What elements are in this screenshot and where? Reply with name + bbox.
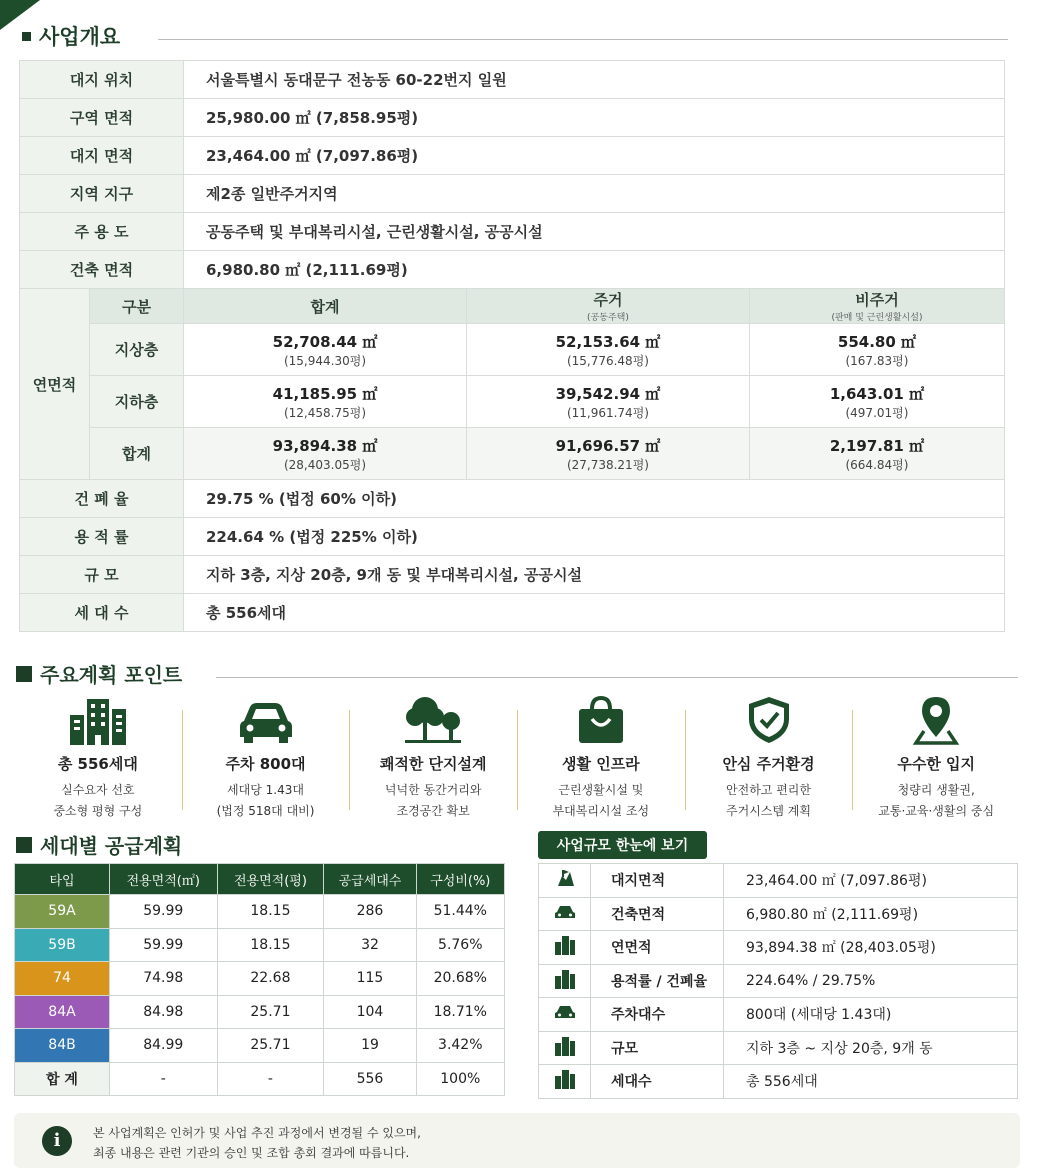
table-row bbox=[539, 998, 1018, 1032]
table-row bbox=[539, 864, 1018, 898]
glance-value: 800대 (세대당 1.43대) bbox=[724, 998, 1018, 1032]
point-desc bbox=[852, 780, 1020, 822]
cell: 18.15 bbox=[217, 895, 324, 929]
cell: 84.99 bbox=[110, 1029, 218, 1063]
cell: 18.15 bbox=[217, 928, 324, 962]
gfa-m2: 52,153.64 ㎡ bbox=[555, 332, 661, 351]
gfa-m2: 554.80 ㎡ bbox=[837, 332, 917, 351]
table-row bbox=[539, 1065, 1018, 1099]
glance-icon-cell bbox=[539, 1065, 591, 1099]
supply-title: 세대별 공급계획 bbox=[40, 834, 183, 858]
point-desc bbox=[349, 780, 517, 822]
shield-check-icon bbox=[739, 695, 799, 745]
row-value: 공동주택 및 부대복리시설, 근린생활시설, 공공시설 bbox=[184, 213, 1005, 251]
column-header: 전용면적(㎡) bbox=[110, 864, 218, 895]
glance-icon-cell bbox=[539, 964, 591, 998]
glance-badge: 사업규모 한눈에 보기 bbox=[538, 831, 707, 859]
column-header: 전용면적(평) bbox=[217, 864, 324, 895]
cell: 25.71 bbox=[217, 995, 324, 1029]
overview-table bbox=[19, 60, 1005, 632]
row-value: 제2종 일반주거지역 bbox=[184, 175, 1005, 213]
cell: 25.71 bbox=[217, 1029, 324, 1063]
glance-label: 세대수 bbox=[591, 1065, 724, 1099]
gfa-pyeong: (12,458.75평) bbox=[283, 405, 366, 420]
glance-label: 연면적 bbox=[591, 931, 724, 965]
gfa-row bbox=[20, 324, 1005, 376]
column-header: 구성비(%) bbox=[416, 864, 504, 895]
cell: 51.44% bbox=[416, 895, 504, 929]
gfa-header-main: 비주거 bbox=[855, 291, 899, 309]
cell: 59.99 bbox=[110, 928, 218, 962]
table-row bbox=[539, 931, 1018, 965]
gfa-header-main: 주거 bbox=[593, 291, 623, 309]
overview-heading bbox=[22, 21, 120, 51]
point-item bbox=[685, 695, 853, 822]
table-row bbox=[20, 175, 1005, 213]
building-icon bbox=[554, 969, 576, 989]
point-item bbox=[14, 695, 182, 822]
shopping-bag-icon bbox=[571, 695, 631, 745]
glance-value: 224.64% / 29.75% bbox=[724, 964, 1018, 998]
gfa-m2: 39,542.94 ㎡ bbox=[555, 384, 661, 403]
glance-table bbox=[538, 863, 1018, 1099]
row-value: 224.64 % (법정 225% 이하) bbox=[184, 518, 1005, 556]
building-icon bbox=[68, 695, 128, 745]
cell: 104 bbox=[324, 995, 416, 1029]
table-row bbox=[15, 995, 505, 1029]
point-item bbox=[182, 695, 350, 822]
plan-points bbox=[14, 695, 1020, 822]
point-desc-line: 넉넉한 동간거리와 bbox=[384, 783, 482, 797]
car-icon bbox=[236, 695, 296, 745]
column-header: 공급세대수 bbox=[324, 864, 416, 895]
glance-value: 23,464.00 ㎡ (7,097.86평) bbox=[724, 864, 1018, 898]
car-icon bbox=[554, 903, 576, 921]
car-icon bbox=[554, 1003, 576, 1021]
gfa-header bbox=[90, 289, 184, 324]
row-label: 대지 면적 bbox=[20, 137, 184, 175]
gfa-header bbox=[466, 289, 749, 324]
cell: 19 bbox=[324, 1029, 416, 1063]
glance-icon-cell bbox=[539, 897, 591, 931]
cell: 115 bbox=[324, 962, 416, 996]
table-row bbox=[20, 251, 1005, 289]
building-icon bbox=[554, 1069, 576, 1089]
point-item bbox=[517, 695, 685, 822]
point-title: 안심 주거환경 bbox=[722, 755, 815, 773]
tree-icon bbox=[401, 695, 465, 745]
table-row bbox=[20, 61, 1005, 99]
building-icon bbox=[554, 935, 576, 955]
supply-table bbox=[14, 863, 505, 1096]
point-title: 생활 인프라 bbox=[562, 755, 640, 773]
type-cell: 84A bbox=[15, 995, 110, 1029]
type-cell: 84B bbox=[15, 1029, 110, 1063]
notice-box bbox=[14, 1113, 1020, 1168]
cell: 286 bbox=[324, 895, 416, 929]
gfa-m2: 93,894.38 ㎡ bbox=[272, 436, 378, 455]
gfa-row-label: 합계 bbox=[90, 428, 184, 480]
row-value: 총 556세대 bbox=[184, 594, 1005, 632]
table-row bbox=[15, 962, 505, 996]
table-row bbox=[539, 964, 1018, 998]
table-row bbox=[20, 594, 1005, 632]
glance-value: 93,894.38 ㎡ (28,403.05평) bbox=[724, 931, 1018, 965]
cell: 59.99 bbox=[110, 895, 218, 929]
row-label: 세 대 수 bbox=[20, 594, 184, 632]
gfa-header-sub: (판매 및 근린생활시설) bbox=[831, 313, 923, 323]
row-value: 29.75 % (법정 60% 이하) bbox=[184, 480, 1005, 518]
row-label: 건축 면적 bbox=[20, 251, 184, 289]
point-desc-line: 실수요자 선호 bbox=[61, 783, 135, 797]
row-label: 건 폐 율 bbox=[20, 480, 184, 518]
heading-square-icon bbox=[16, 837, 32, 853]
type-cell: 59B bbox=[15, 928, 110, 962]
point-desc-line: 청량리 생활권, bbox=[897, 783, 975, 797]
point-desc-line: 부대복리시설 조성 bbox=[552, 804, 650, 818]
row-label: 주 용 도 bbox=[20, 213, 184, 251]
glance-icon-cell bbox=[539, 931, 591, 965]
gfa-label: 연면적 bbox=[20, 289, 90, 480]
gfa-header-main: 합계 bbox=[310, 297, 340, 316]
cell: 18.71% bbox=[416, 995, 504, 1029]
point-desc-line: 근린생활시설 및 bbox=[558, 783, 644, 797]
type-cell: 74 bbox=[15, 962, 110, 996]
row-label: 지역 지구 bbox=[20, 175, 184, 213]
cell: - bbox=[110, 1062, 218, 1096]
point-desc bbox=[182, 780, 350, 822]
point-item bbox=[349, 695, 517, 822]
table-row bbox=[539, 1031, 1018, 1065]
glance-label: 용적률 / 건폐율 bbox=[591, 964, 724, 998]
glance-value: 총 556세대 bbox=[724, 1065, 1018, 1099]
table-row bbox=[20, 137, 1005, 175]
row-value: 25,980.00 ㎡ (7,858.95평) bbox=[184, 99, 1005, 137]
gfa-row bbox=[20, 376, 1005, 428]
point-desc bbox=[14, 780, 182, 822]
table-row bbox=[20, 556, 1005, 594]
point-item bbox=[852, 695, 1020, 822]
row-label: 대지 위치 bbox=[20, 61, 184, 99]
notice-text bbox=[93, 1123, 421, 1163]
gfa-m2: 41,185.95 ㎡ bbox=[272, 384, 378, 403]
notice-line: 본 사업계획은 인허가 및 사업 추진 과정에서 변경될 수 있으며, bbox=[93, 1126, 421, 1140]
total-row bbox=[15, 1062, 505, 1096]
point-desc bbox=[517, 780, 685, 822]
table-row bbox=[15, 895, 505, 929]
point-title: 총 556세대 bbox=[57, 755, 138, 773]
gfa-pyeong: (11,961.74평) bbox=[566, 405, 649, 420]
column-header: 타입 bbox=[15, 864, 110, 895]
building-icon bbox=[554, 1036, 576, 1056]
cell: 32 bbox=[324, 928, 416, 962]
gfa-cell bbox=[749, 324, 1004, 376]
gfa-pyeong: (15,776.48평) bbox=[566, 353, 649, 368]
point-title: 주차 800대 bbox=[225, 755, 306, 773]
gfa-cell bbox=[466, 324, 749, 376]
type-cell: 합 계 bbox=[15, 1062, 110, 1096]
row-value: 지하 3층, 지상 20층, 9개 동 및 부대복리시설, 공공시설 bbox=[184, 556, 1005, 594]
glance-label: 건축면적 bbox=[591, 897, 724, 931]
cell: 22.68 bbox=[217, 962, 324, 996]
glance-value: 6,980.80 ㎡ (2,111.69평) bbox=[724, 897, 1018, 931]
cell: 5.76% bbox=[416, 928, 504, 962]
gfa-m2: 52,708.44 ㎡ bbox=[272, 332, 378, 351]
row-label: 용 적 률 bbox=[20, 518, 184, 556]
cell: 20.68% bbox=[416, 962, 504, 996]
glance-icon-cell bbox=[539, 998, 591, 1032]
cell: 556 bbox=[324, 1062, 416, 1096]
row-label: 규 모 bbox=[20, 556, 184, 594]
row-value: 6,980.80 ㎡ (2,111.69평) bbox=[184, 251, 1005, 289]
heading-square-icon bbox=[22, 32, 31, 41]
point-desc-line: 주거시스템 계획 bbox=[726, 804, 811, 818]
gfa-pyeong: (27,738.21평) bbox=[566, 457, 649, 472]
gfa-pyeong: (664.84평) bbox=[845, 457, 909, 472]
gfa-cell bbox=[184, 428, 467, 480]
gfa-pyeong: (167.83평) bbox=[845, 353, 909, 368]
gfa-cell bbox=[466, 428, 749, 480]
gfa-header-main: 구분 bbox=[122, 297, 151, 316]
gfa-header bbox=[749, 289, 1004, 324]
supply-header-row bbox=[15, 864, 505, 895]
info-icon: i bbox=[42, 1126, 72, 1156]
cell: - bbox=[217, 1062, 324, 1096]
notice-line: 최종 내용은 관련 기관의 승인 및 조합 총회 결과에 따릅니다. bbox=[93, 1146, 410, 1160]
land-icon bbox=[554, 868, 576, 888]
supply-heading bbox=[16, 830, 182, 859]
table-row bbox=[20, 99, 1005, 137]
glance-label: 대지면적 bbox=[591, 864, 724, 898]
point-desc-line: 중소형 평형 구성 bbox=[53, 804, 143, 818]
point-desc-line: 안전하고 편리한 bbox=[726, 783, 811, 797]
gfa-row-label: 지하층 bbox=[90, 376, 184, 428]
gfa-row bbox=[20, 428, 1005, 480]
glance-label: 규모 bbox=[591, 1031, 724, 1065]
table-row bbox=[15, 1029, 505, 1063]
gfa-m2: 2,197.81 ㎡ bbox=[829, 436, 925, 455]
row-label: 구역 면적 bbox=[20, 99, 184, 137]
location-pin-icon bbox=[906, 695, 966, 745]
gfa-cell bbox=[184, 376, 467, 428]
overview-title: 사업개요 bbox=[39, 25, 121, 49]
cell: 74.98 bbox=[110, 962, 218, 996]
table-row bbox=[20, 213, 1005, 251]
glance-label: 주차대수 bbox=[591, 998, 724, 1032]
glance-value: 지하 3층 ~ 지상 20층, 9개 동 bbox=[724, 1031, 1018, 1065]
gfa-cell bbox=[749, 376, 1004, 428]
point-title: 우수한 입지 bbox=[897, 755, 976, 773]
point-desc-line: 교통·교육·생활의 중심 bbox=[878, 804, 995, 818]
cell: 100% bbox=[416, 1062, 504, 1096]
gfa-row-label: 지상층 bbox=[90, 324, 184, 376]
gfa-cell bbox=[466, 376, 749, 428]
table-row bbox=[15, 928, 505, 962]
cell: 3.42% bbox=[416, 1029, 504, 1063]
gfa-m2: 91,696.57 ㎡ bbox=[555, 436, 661, 455]
row-value: 23,464.00 ㎡ (7,097.86평) bbox=[184, 137, 1005, 175]
gfa-cell bbox=[184, 324, 467, 376]
gfa-header bbox=[184, 289, 467, 324]
row-value: 서울특별시 동대문구 전농동 60-22번지 일원 bbox=[184, 61, 1005, 99]
gfa-m2: 1,643.01 ㎡ bbox=[829, 384, 925, 403]
table-row bbox=[20, 480, 1005, 518]
glance-icon-cell bbox=[539, 864, 591, 898]
point-desc bbox=[685, 780, 853, 822]
gfa-pyeong: (497.01평) bbox=[845, 405, 909, 420]
gfa-cell bbox=[749, 428, 1004, 480]
point-desc-line: 조경공간 확보 bbox=[396, 804, 470, 818]
point-desc-line: (법정 518대 대비) bbox=[216, 804, 315, 818]
gfa-pyeong: (15,944.30평) bbox=[283, 353, 366, 368]
heading-divider bbox=[158, 39, 1008, 40]
gfa-header-row bbox=[20, 289, 1005, 324]
table-row bbox=[539, 897, 1018, 931]
point-desc-line: 세대당 1.43대 bbox=[227, 783, 304, 797]
gfa-header-sub: (공동주택) bbox=[587, 313, 629, 323]
gfa-pyeong: (28,403.05평) bbox=[283, 457, 366, 472]
heading-divider bbox=[216, 677, 1018, 678]
table-row bbox=[20, 518, 1005, 556]
cell: 84.98 bbox=[110, 995, 218, 1029]
type-cell: 59A bbox=[15, 895, 110, 929]
point-title: 쾌적한 단지설계 bbox=[379, 755, 487, 773]
heading-square-icon bbox=[16, 666, 32, 682]
points-title: 주요계획 포인트 bbox=[40, 663, 183, 687]
points-heading bbox=[16, 659, 182, 688]
glance-icon-cell bbox=[539, 1031, 591, 1065]
